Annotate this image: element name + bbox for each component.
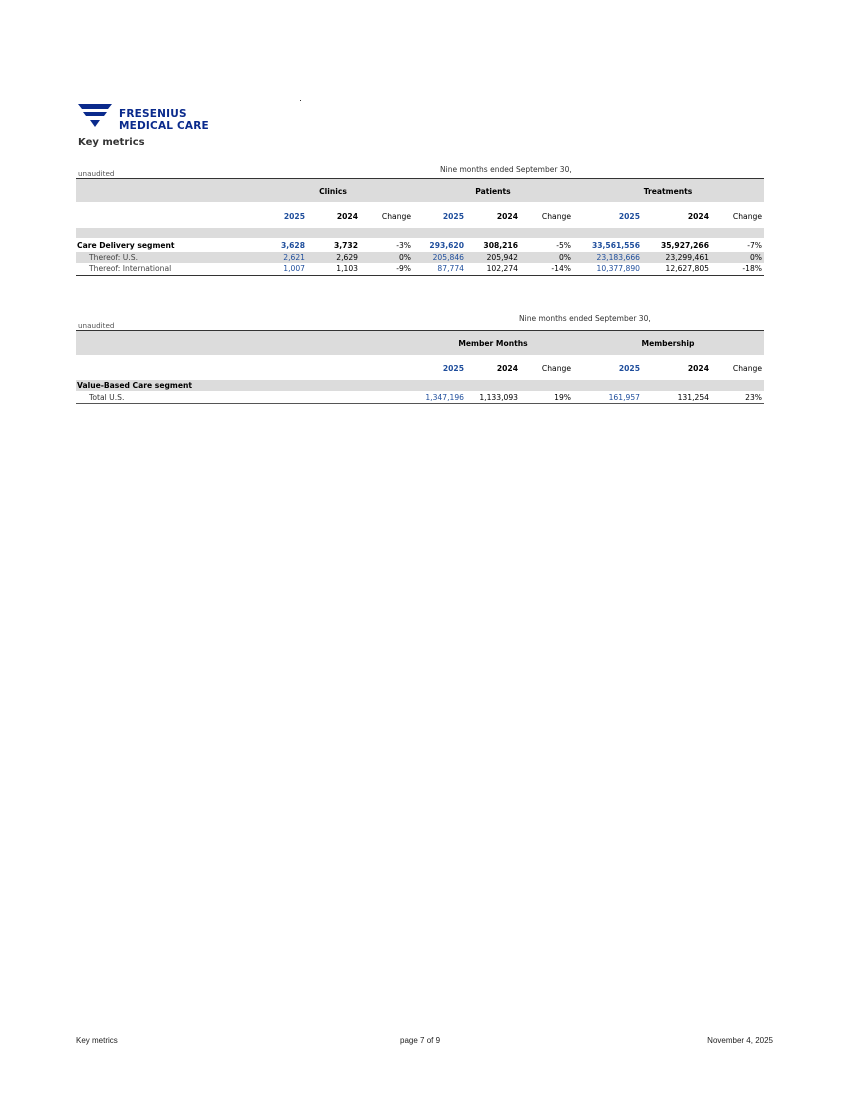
change-header: Change [541,364,571,373]
year-2024-header: 2024 [687,212,709,221]
table-cell: -7% [747,241,762,250]
table-cell: 0% [749,253,762,262]
page-title: Key metrics [78,137,145,148]
table-cell: 102,274 [486,264,518,273]
table-row [76,263,764,274]
group-header-clinics: Clinics [319,187,347,196]
row-label: Care Delivery segment [77,241,175,250]
footer-left: Key metrics [76,1036,118,1045]
table-cell: 1,103 [336,264,358,273]
unaudited-label: unaudited [78,169,115,178]
year-2024-header: 2024 [687,364,709,373]
table-cell: 35,927,266 [660,241,709,250]
table-cell: -18% [742,264,762,273]
year-2024-header: 2024 [336,212,358,221]
company-logo [78,104,218,132]
row-label: Thereof: International [89,264,172,273]
table-cell: 33,561,556 [591,241,640,250]
year-2024-header: 2024 [496,364,518,373]
group-header-member-months: Member Months [458,339,528,348]
table-row [76,392,764,403]
table-row [76,252,764,263]
year-2025-header: 2025 [283,212,305,221]
table-cell: 205,846 [432,253,464,262]
spacer-band [76,228,764,238]
table-cell: 3,628 [280,241,305,250]
logo-line1: FRESENIUS [119,108,187,120]
unaudited-label: unaudited [78,321,115,330]
year-2025-header: 2025 [618,364,640,373]
bottom-rule [76,275,764,276]
table-cell: -14% [551,264,571,273]
table-cell: 293,620 [429,241,464,250]
logo-line2: MEDICAL CARE [119,120,209,132]
period-label: Nine months ended September 30, [519,314,651,323]
dot-mark [300,100,301,101]
section-row [76,380,764,391]
footer-date: November 4, 2025 [707,1036,773,1045]
table-cell: 3,732 [333,241,358,250]
table-cell: 23,183,666 [596,253,640,262]
table-cell: 2,629 [336,253,358,262]
footer-page-number: page 7 of 9 [400,1036,441,1045]
table-cell: -5% [556,241,571,250]
table-cell: -3% [396,241,411,250]
table-cell: 2,621 [283,253,305,262]
change-header: Change [732,212,762,221]
change-header: Change [541,212,571,221]
table-cell: 87,774 [437,264,464,273]
table-cell: 1,133,093 [479,393,518,402]
table-cell: 205,942 [486,253,518,262]
period-label: Nine months ended September 30, [440,165,572,174]
year-2025-header: 2025 [442,212,464,221]
group-header-membership: Membership [641,339,695,348]
table-cell: 23% [745,393,762,402]
table-cell: 0% [398,253,411,262]
table-cell: 10,377,890 [596,264,640,273]
table-cell: 1,347,196 [425,393,464,402]
change-header: Change [381,212,411,221]
year-2025-header: 2025 [442,364,464,373]
fresenius-logo-icon [78,104,112,132]
table-cell: 1,007 [283,264,305,273]
bottom-rule [76,403,764,404]
table-cell: 19% [554,393,571,402]
table-cell: 23,299,461 [665,253,709,262]
group-header-patients: Patients [475,187,511,196]
table-cell: 131,254 [677,393,709,402]
change-header: Change [732,364,762,373]
table-cell: 308,216 [483,241,518,250]
year-2024-header: 2024 [496,212,518,221]
table-cell: 0% [558,253,571,262]
row-label: Total U.S. [89,393,125,402]
section-label: Value-Based Care segment [77,381,192,390]
table-cell: 161,957 [608,393,640,402]
year-2025-header: 2025 [618,212,640,221]
table-cell: 12,627,805 [665,264,709,273]
row-label: Thereof: U.S. [89,253,138,262]
table-cell: -9% [396,264,411,273]
group-header-treatments: Treatments [643,187,693,196]
